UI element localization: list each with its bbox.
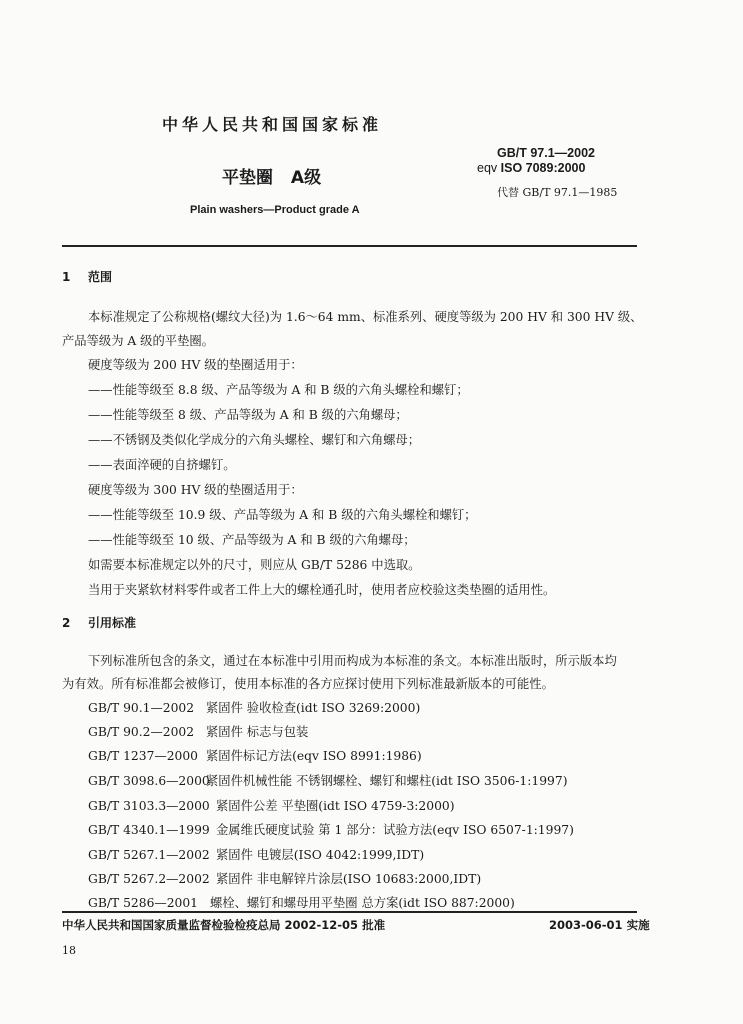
list-item: ——表面淬硬的自挤螺钉。 [88,458,236,472]
approval-statement: 中华人民共和国国家质量监督检验检疫总局 2002-12-05 批准 [62,918,386,932]
footer-divider [62,911,637,913]
list-item: ——性能等级至 8.8 级、产品等级为 A 和 B 级的六角头螺栓和螺钉； [88,383,469,397]
reference-code: GB/T 5286—2001 [88,896,198,910]
section-2-heading [62,614,136,631]
reference-code: GB/T 90.1—2002 [88,701,195,715]
reference-title: 螺栓、螺钉和螺母用平垫圈 总方案(idt ISO 887:2000) [210,896,515,910]
equivalent-standard [477,161,585,175]
list-item: ——性能等级至 10 级、产品等级为 A 和 B 级的六角螺母； [88,533,416,547]
reference-item [88,796,455,814]
paragraph-line: 硬度等级为 300 HV 级的垫圈适用于： [88,483,303,497]
eqv-standard: ISO 7089:2000 [500,161,586,175]
reference-item [88,845,424,863]
section-title: 范围 [88,270,113,284]
section-title: 引用标准 [88,616,137,630]
reference-title: 金属维氏硬度试验 第 1 部分：试验方法(eqv ISO 6507-1:1997) [216,823,574,837]
reference-title: 紧固件公差 平垫圈(idt ISO 4759-3:2000) [216,799,455,813]
paragraph-line: 下列标准所包含的条文，通过在本标准中引用而构成为本标准的条文。本标准出版时，所示版本均 [88,654,617,668]
section-number: 2 [62,616,71,630]
paragraph-line: 产品等级为 A 级的平垫圈。 [62,334,214,348]
reference-title: 紧固件标记方法(eqv ISO 8991:1986) [206,749,422,763]
reference-code: GB/T 4340.1—1999 [88,823,210,837]
reference-item [88,722,308,740]
reference-item [88,771,568,789]
section-number: 1 [62,270,71,284]
standard-number: GB/T 97.1—2002 [497,146,595,160]
reference-item [88,820,574,838]
replaces-standard: 代替 GB/T 97.1—1985 [497,186,618,199]
paragraph-line: 当用于夹紧软材料零件或者工件上大的螺栓通孔时，使用者应校验这类垫圈的适用性。 [88,583,556,597]
paragraph-line: 硬度等级为 200 HV 级的垫圈适用于： [88,358,303,372]
document-title-en: Plain washers—Product grade A [190,204,360,216]
reference-item [88,698,420,716]
paragraph-line: 为有效。所有标准都会被修订，使用本标准的各方应探讨使用下列标准最新版本的可能性。 [62,677,554,691]
list-item: ——性能等级至 8 级、产品等级为 A 和 B 级的六角螺母； [88,408,408,422]
paragraph-line: 如需要本标准规定以外的尺寸，则应从 GB/T 5286 中选取。 [88,558,421,572]
reference-title: 紧固件 验收检查(idt ISO 3269:2000) [206,701,421,715]
reference-code: GB/T 3103.3—2000 [88,799,210,813]
reference-code: GB/T 1237—2000 [88,749,198,763]
reference-item [88,746,422,764]
reference-item [88,893,515,911]
reference-code: GB/T 5267.2—2002 [88,872,210,886]
list-item: ——性能等级至 10.9 级、产品等级为 A 和 B 级的六角头螺栓和螺钉； [88,508,477,522]
paragraph-line: 本标准规定了公称规格(螺纹大径)为 1.6～64 mm、标准系列、硬度等级为 200 HV 和 300 HV 级、 [88,310,643,324]
reference-title: 紧固件 非电解锌片涂层(ISO 10683:2000,IDT) [216,872,482,886]
eqv-prefix: eqv [477,161,498,175]
reference-code: GB/T 5267.1—2002 [88,848,210,862]
reference-code: GB/T 3098.6—2000 [88,774,210,788]
header-divider [62,245,637,247]
reference-code: GB/T 90.2—2002 [88,725,195,739]
national-standard-title: 中华人民共和国国家标准 [162,115,383,134]
effective-date: 2003-06-01 实施 [549,918,650,932]
page-number: 18 [62,944,76,957]
document-title-cn: 平垫圈 A级 [222,168,322,188]
reference-title: 紧固件机械性能 不锈钢螺栓、螺钉和螺柱(idt ISO 3506-1:1997) [206,774,568,788]
reference-title: 紧固件 电镀层(ISO 4042:1999,IDT) [216,848,425,862]
reference-title: 紧固件 标志与包装 [206,725,309,739]
section-1-heading [62,268,112,285]
reference-item [88,869,481,887]
list-item: ——不锈钢及类似化学成分的六角头螺栓、螺钉和六角螺母； [88,433,421,447]
